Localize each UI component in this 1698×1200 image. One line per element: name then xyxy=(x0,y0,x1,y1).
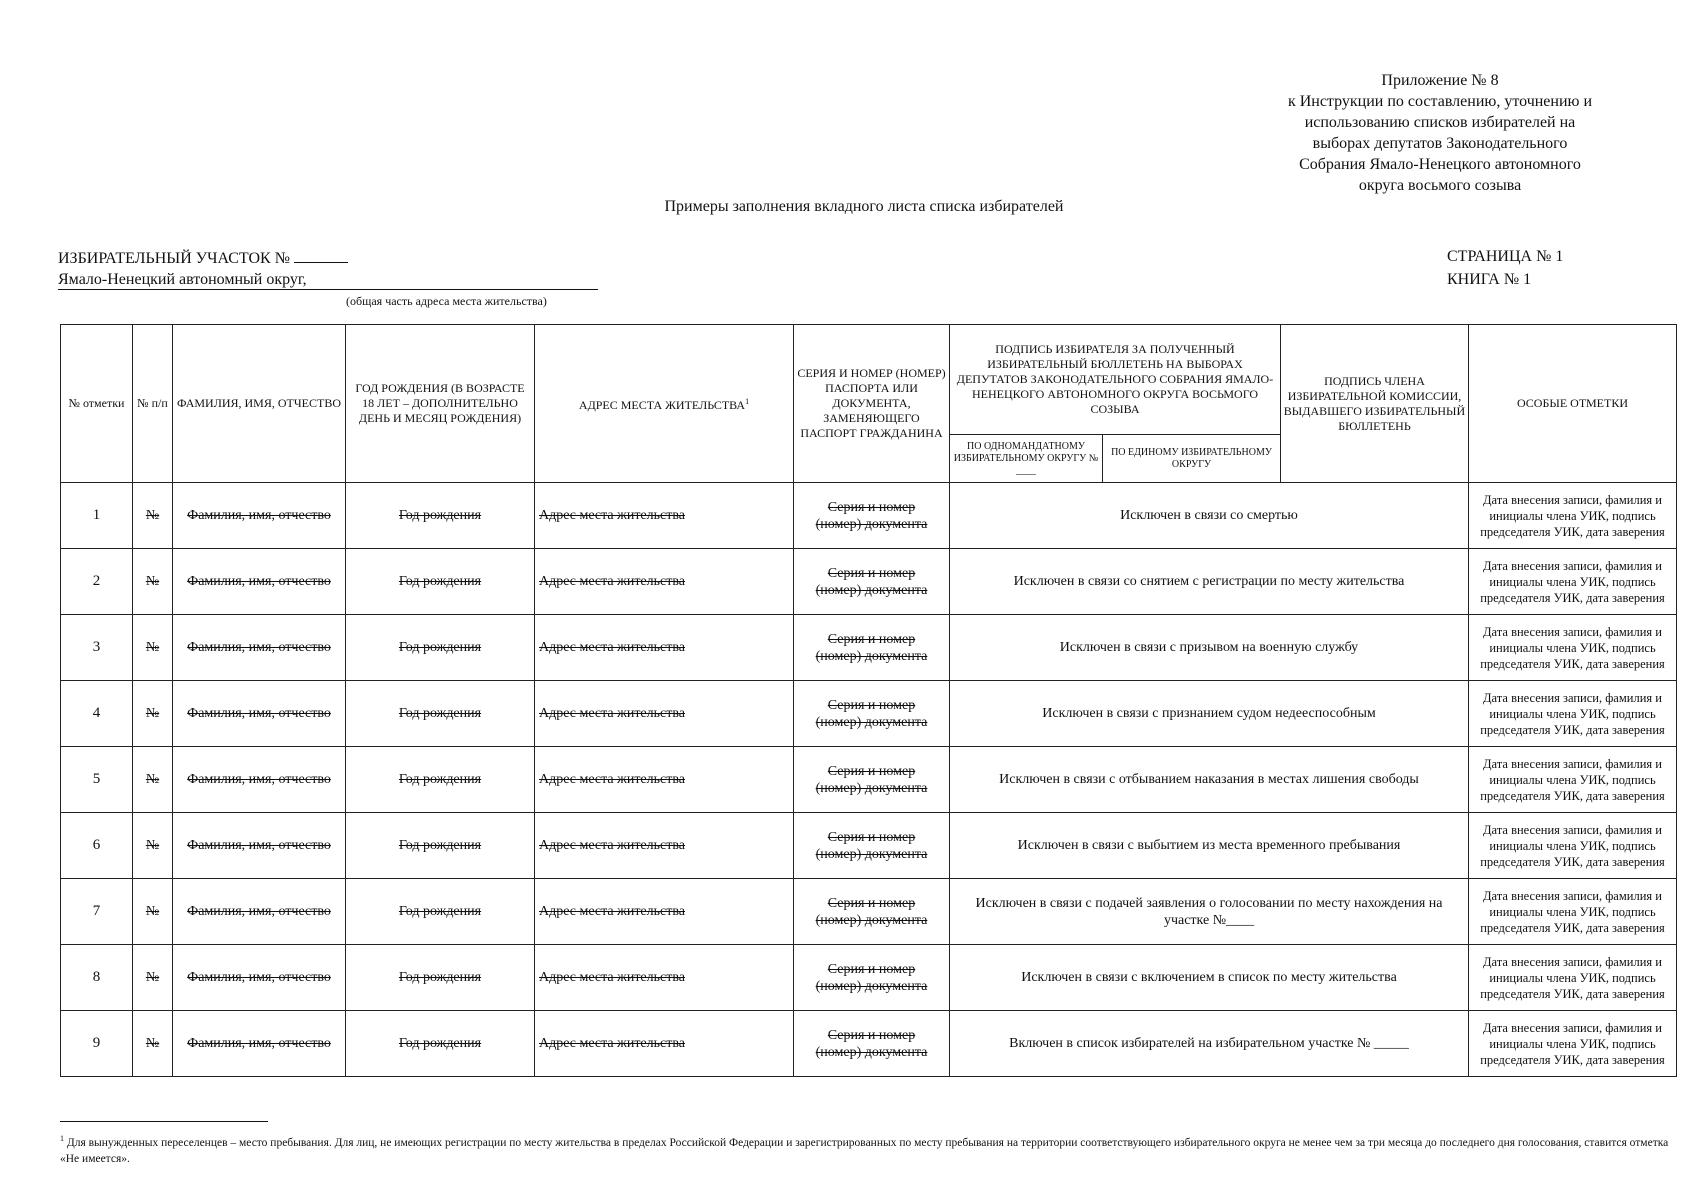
book-number: КНИГА № 1 xyxy=(1447,271,1532,288)
full-name-cell: Фамилия, имя, отчество xyxy=(173,615,346,681)
mark-number-cell: 6 xyxy=(61,813,133,879)
status-cell: Исключен в связи с признанием судом недееспособным xyxy=(950,681,1469,747)
seq-number-cell: № xyxy=(133,813,173,879)
passport-line: (номер) документа xyxy=(815,1044,928,1060)
full-name-cell: Фамилия, имя, отчество xyxy=(173,681,346,747)
full-name-cell: Фамилия, имя, отчество xyxy=(173,1011,346,1077)
birth-year-cell: Год рождения xyxy=(346,945,535,1011)
passport-cell xyxy=(794,681,950,747)
passport-cell xyxy=(794,747,950,813)
passport-cell xyxy=(794,483,950,549)
precinct-line xyxy=(58,248,348,268)
status-cell: Исключен в связи с выбытием из места временного пребывания xyxy=(950,813,1469,879)
address-cell: Адрес места жительства xyxy=(535,615,794,681)
address-cell: Адрес места жительства xyxy=(535,483,794,549)
birth-year-cell: Год рождения xyxy=(346,879,535,945)
address-cell: Адрес места жительства xyxy=(535,1011,794,1077)
seq-number-cell: № xyxy=(133,1011,173,1077)
passport-cell xyxy=(794,549,950,615)
footnote-divider xyxy=(60,1121,268,1122)
mark-number-cell: 9 xyxy=(61,1011,133,1077)
birth-year-cell: Год рождения xyxy=(346,747,535,813)
passport-cell xyxy=(794,879,950,945)
mark-number-cell: 4 xyxy=(61,681,133,747)
passport-line: Серия и номер xyxy=(827,763,916,779)
voter-list-table xyxy=(60,324,1677,1077)
status-cell: Исключен в связи с призывом на военную службу xyxy=(950,615,1469,681)
col-header-voter-signature: ПОДПИСЬ ИЗБИРАТЕЛЯ ЗА ПОЛУЧЕННЫЙ ИЗБИРАТЕЛЬНЫЙ БЮЛЛЕТЕНЬ НА ВЫБОРАХ ДЕПУТАТОВ ЗАКОНОДАТЕЛЬНОГО СОБРАНИЯ ЯМАЛО-НЕНЕЦКОГО АВТОНОМНОГО ОКРУГА ВОСЬМОГО СОЗЫВА xyxy=(950,325,1281,435)
appendix-line: выборах депутатов Законодательного xyxy=(1312,135,1568,152)
footnote-marker: 1 xyxy=(60,1134,64,1143)
mark-number-cell: 3 xyxy=(61,615,133,681)
birth-year-cell: Год рождения xyxy=(346,813,535,879)
special-notes-cell: Дата внесения записи, фамилия и инициалы члена УИК, подпись председателя УИК, дата заверения xyxy=(1469,879,1677,945)
appendix-line: к Инструкции по составлению, уточнению и xyxy=(1287,93,1593,110)
passport-line: Серия и номер xyxy=(827,961,916,977)
birth-year-cell: Год рождения xyxy=(346,615,535,681)
table-row xyxy=(61,747,1677,813)
passport-line: Серия и номер xyxy=(827,829,916,845)
address-cell: Адрес места жительства xyxy=(535,879,794,945)
passport-cell xyxy=(794,813,950,879)
mark-number-cell: 5 xyxy=(61,747,133,813)
passport-cell xyxy=(794,615,950,681)
full-name-cell: Фамилия, имя, отчество xyxy=(173,945,346,1011)
table-body xyxy=(61,483,1677,1077)
col-header-passport: СЕРИЯ И НОМЕР (НОМЕР) ПАСПОРТА ИЛИ ДОКУМЕНТА, ЗАМЕНЯЮЩЕГО ПАСПОРТ ГРАЖДАНИНА xyxy=(794,325,950,483)
table-row xyxy=(61,483,1677,549)
document-title: Примеры заполнения вкладного листа списка избирателей xyxy=(664,198,1064,215)
special-notes-cell: Дата внесения записи, фамилия и инициалы члена УИК, подпись председателя УИК, дата заверения xyxy=(1469,747,1677,813)
col-header-single-mandate: ПО ОДНОМАНДАТНОМУ ИЗБИРАТЕЛЬНОМУ ОКРУГУ № ____ xyxy=(950,435,1103,483)
seq-number-cell: № xyxy=(133,681,173,747)
status-cell: Включен в список избирателей на избирательном участке № _____ xyxy=(950,1011,1469,1077)
passport-line: Серия и номер xyxy=(827,697,916,713)
address-cell: Адрес места жительства xyxy=(535,747,794,813)
special-notes-cell: Дата внесения записи, фамилия и инициалы члена УИК, подпись председателя УИК, дата заверения xyxy=(1469,813,1677,879)
status-cell: Исключен в связи со смертью xyxy=(950,483,1469,549)
full-name-cell: Фамилия, имя, отчество xyxy=(173,549,346,615)
col-header-mark-number: № отметки xyxy=(61,325,133,483)
special-notes-cell: Дата внесения записи, фамилия и инициалы члена УИК, подпись председателя УИК, дата заверения xyxy=(1469,1011,1677,1077)
table-row xyxy=(61,813,1677,879)
passport-line: (номер) документа xyxy=(815,582,928,598)
passport-line: Серия и номер xyxy=(827,631,916,647)
birth-year-cell: Год рождения xyxy=(346,1011,535,1077)
table-row xyxy=(61,681,1677,747)
passport-line: (номер) документа xyxy=(815,846,928,862)
address-note: (общая часть адреса места жительства) xyxy=(346,294,547,308)
mark-number-cell: 8 xyxy=(61,945,133,1011)
address-cell: Адрес места жительства xyxy=(535,681,794,747)
passport-line: (номер) документа xyxy=(815,912,928,928)
birth-year-cell: Год рождения xyxy=(346,483,535,549)
status-cell: Исключен в связи с включением в список по месту жительства xyxy=(950,945,1469,1011)
seq-number-cell: № xyxy=(133,615,173,681)
special-notes-cell: Дата внесения записи, фамилия и инициалы члена УИК, подпись председателя УИК, дата заверения xyxy=(1469,483,1677,549)
passport-line: (номер) документа xyxy=(815,648,928,664)
passport-line: Серия и номер xyxy=(827,565,916,581)
passport-line: (номер) документа xyxy=(815,714,928,730)
appendix-line: округа восьмого созыва xyxy=(1358,177,1522,194)
birth-year-cell: Год рождения xyxy=(346,549,535,615)
passport-cell xyxy=(794,1011,950,1077)
special-notes-cell: Дата внесения записи, фамилия и инициалы члена УИК, подпись председателя УИК, дата заверения xyxy=(1469,945,1677,1011)
precinct-number-blank xyxy=(294,248,348,263)
status-cell: Исключен в связи с отбыванием наказания в местах лишения свободы xyxy=(950,747,1469,813)
col-header-special-notes: ОСОБЫЕ ОТМЕТКИ xyxy=(1469,325,1677,483)
seq-number-cell: № xyxy=(133,879,173,945)
appendix-block xyxy=(1270,70,1610,196)
address-cell: Адрес места жительства xyxy=(535,813,794,879)
page-number: СТРАНИЦА № 1 xyxy=(1447,248,1564,265)
footnote-marker: 1 xyxy=(745,397,750,406)
seq-number-cell: № xyxy=(133,483,173,549)
seq-number-cell: № xyxy=(133,945,173,1011)
col-header-seq-number: № п/п xyxy=(133,325,173,483)
passport-line: Серия и номер xyxy=(827,499,916,515)
appendix-line: использованию списков избирателей на xyxy=(1304,114,1576,131)
col-header-member-signature: ПОДПИСЬ ЧЛЕНА ИЗБИРАТЕЛЬНОЙ КОМИССИИ, ВЫДАВШЕГО ИЗБИРАТЕЛЬНЫЙ БЮЛЛЕТЕНЬ xyxy=(1281,325,1469,483)
footnote-text: Для вынужденных переселенцев – место пребывания. Для лиц, не имеющих регистрации по месту жительства в пределах Российской Федерации и зарегистрированных по месту пребывания на территории соответствующего избирательного округа не менее чем за три месяца до последнего дня голосования, ставится отметка «Не имеется». xyxy=(60,1136,1669,1165)
address-header-text: АДРЕС МЕСТА ЖИТЕЛЬСТВА xyxy=(578,398,746,412)
district-line xyxy=(58,271,598,290)
address-cell: Адрес места жительства xyxy=(535,945,794,1011)
table-row xyxy=(61,1011,1677,1077)
mark-number-cell: 2 xyxy=(61,549,133,615)
passport-line: Серия и номер xyxy=(827,895,916,911)
passport-cell xyxy=(794,945,950,1011)
passport-line: (номер) документа xyxy=(815,516,928,532)
appendix-line: Приложение № 8 xyxy=(1381,72,1499,89)
col-header-full-name: ФАМИЛИЯ, ИМЯ, ОТЧЕСТВО xyxy=(173,325,346,483)
footnote xyxy=(60,1131,1670,1167)
birth-year-cell: Год рождения xyxy=(346,681,535,747)
status-cell: Исключен в связи со снятием с регистрации по месту жительства xyxy=(950,549,1469,615)
passport-line: (номер) документа xyxy=(815,978,928,994)
passport-line: Серия и номер xyxy=(827,1027,916,1043)
appendix-line: Собрания Ямало-Ненецкого автономного xyxy=(1299,156,1581,173)
seq-number-cell: № xyxy=(133,549,173,615)
precinct-label: ИЗБИРАТЕЛЬНЫЙ УЧАСТОК № xyxy=(58,250,290,267)
table-row xyxy=(61,945,1677,1011)
col-header-address xyxy=(535,325,794,483)
passport-line: (номер) документа xyxy=(815,780,928,796)
mark-number-cell: 7 xyxy=(61,879,133,945)
table-row xyxy=(61,615,1677,681)
full-name-cell: Фамилия, имя, отчество xyxy=(173,483,346,549)
district-label: Ямало-Ненецкий автономный округ, xyxy=(58,271,598,290)
col-header-unified-district: ПО ЕДИНОМУ ИЗБИРАТЕЛЬНОМУ ОКРУГУ xyxy=(1103,435,1281,483)
special-notes-cell: Дата внесения записи, фамилия и инициалы члена УИК, подпись председателя УИК, дата заверения xyxy=(1469,681,1677,747)
mark-number-cell: 1 xyxy=(61,483,133,549)
full-name-cell: Фамилия, имя, отчество xyxy=(173,879,346,945)
status-cell: Исключен в связи с подачей заявления о голосовании по месту нахождения на участке №____ xyxy=(950,879,1469,945)
address-cell: Адрес места жительства xyxy=(535,549,794,615)
full-name-cell: Фамилия, имя, отчество xyxy=(173,747,346,813)
col-header-birth-year: ГОД РОЖДЕНИЯ (В ВОЗРАСТЕ 18 ЛЕТ – ДОПОЛНИТЕЛЬНО ДЕНЬ И МЕСЯЦ РОЖДЕНИЯ) xyxy=(346,325,535,483)
table-row xyxy=(61,549,1677,615)
table-row xyxy=(61,879,1677,945)
full-name-cell: Фамилия, имя, отчество xyxy=(173,813,346,879)
seq-number-cell: № xyxy=(133,747,173,813)
special-notes-cell: Дата внесения записи, фамилия и инициалы члена УИК, подпись председателя УИК, дата заверения xyxy=(1469,549,1677,615)
special-notes-cell: Дата внесения записи, фамилия и инициалы члена УИК, подпись председателя УИК, дата заверения xyxy=(1469,615,1677,681)
